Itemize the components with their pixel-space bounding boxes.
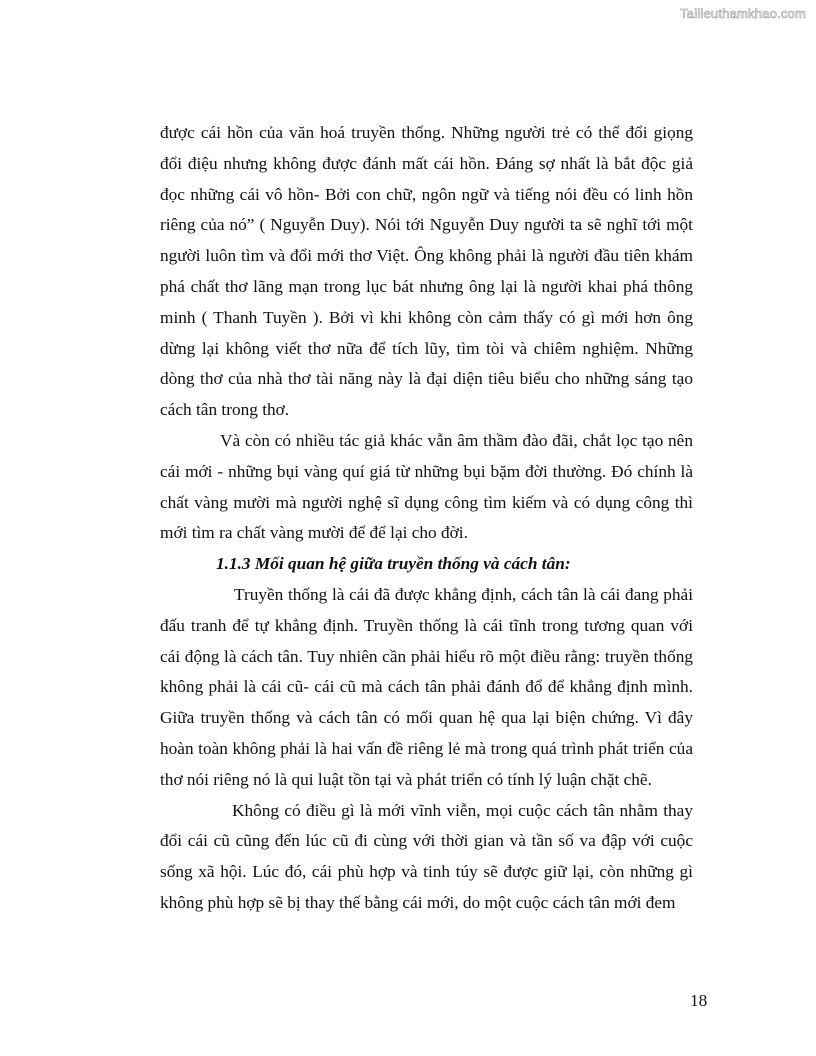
paragraph-nothing-new-forever: Không có điều gì là mới vĩnh viễn, mọi cuộc cách tân nhằm thay đổi cái cũ cũng đến lúc cũ đi cùng với thời gian và tần số va đập với cuộc sống xã hội. Lúc đó, cái phù hợp và tinh túy sẽ được giữ lại, còn những gì không phù hợp sẽ bị thay thế bằng cái mới, do một cuộc cách tân mới đem — [160, 800, 693, 912]
watermark: Tailieuthamkhao.com — [680, 6, 806, 21]
page-number: 18 — [690, 991, 708, 1010]
section-heading-1-1-3: 1.1.3 Mối quan hệ giữa truyền thống và cách tân: — [216, 554, 571, 574]
document-body — [160, 118, 693, 919]
paragraph-nguyen-duy: được cái hồn của văn hoá truyền thống. Những người trẻ có thể đổi giọng đổi điệu nhưng không được đánh mất cái hồn. Đáng sợ nhất là bắt độc giả đọc những cái vô hồn- Bởi con chữ, ngôn ngữ và tiếng nói đều có linh hồn riêng của nó” ( Nguyễn Duy). Nói tới Nguyễn Duy người ta sẽ nghĩ tới một người luôn tìm và đổi mới thơ Việt. Ông không phải là người đầu tiên khám phá chất thơ lãng mạn trong lục bát nhưng ông lại là người khai phá thông minh ( Thanh Tuyền ). Bởi vì khi không còn cảm thấy có gì mới hơn ông dừng lại không viết thơ nữa để tích lũy, tìm tòi và chiêm nghiệm. Những dòng thơ của nhà thơ tài năng này là đại diện tiêu biểu cho những sáng tạo cách tân trong thơ. — [160, 123, 693, 420]
paragraph-tradition-innovation: Truyền thống là cái đã được khẳng định, cách tân là cái đang phải đấu tranh để tự khẳng định. Truyền thống là cái tĩnh trong tương quan với cái động là cách tân. Tuy nhiên cần phải hiểu rõ một điều rằng: truyền thống không phải là cái cũ- cái cũ mà cách tân phải đánh đổ để khẳng định mình. Giữa truyền thống và cách tân có mối quan hệ qua lại biện chứng. Vì đây hoàn toàn không phải là hai vấn đề riêng lẻ mà trong quá trình phát triển của thơ nói riêng nó là qui luật tồn tại và phát triển có tính lý luận chặt chẽ. — [160, 584, 693, 789]
paragraph-other-authors: Và còn có nhiều tác giả khác vẫn âm thầm đào đãi, chắt lọc tạo nên cái mới - những bụi vàng quí giá từ những bụi bặm đời thường. Đó chính là chất vàng mười mà người nghệ sĩ dụng công tìm kiếm và có dụng công thì mới tìm ra chất vàng mười để để lại cho đời. — [160, 430, 693, 543]
